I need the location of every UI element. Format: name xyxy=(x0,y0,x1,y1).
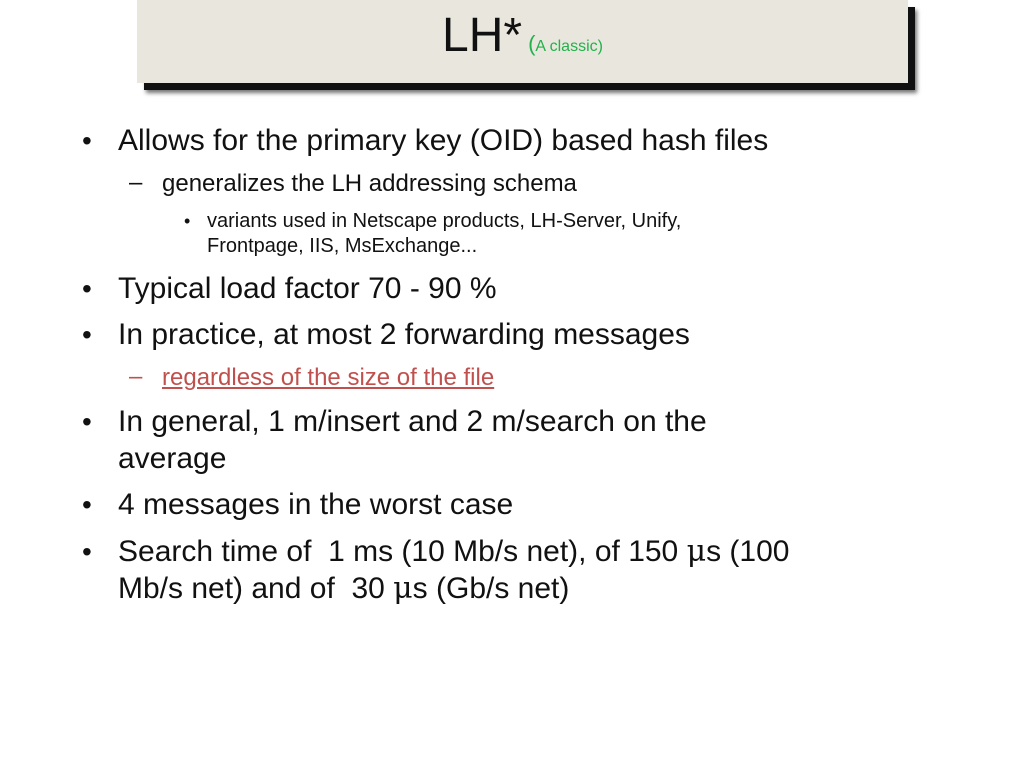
bullet-item xyxy=(82,270,497,307)
sub-bullet-item xyxy=(129,169,577,199)
bullet-marker: • xyxy=(82,406,92,437)
sub-sub-bullet-marker: • xyxy=(184,211,191,231)
sub-bullet-text: generalizes the LH addressing schema xyxy=(162,170,577,197)
bullet-item xyxy=(82,486,514,523)
sub-sub-bullet-text-line1: variants used in Netscape products, LH-Server, Unify, xyxy=(207,210,682,232)
bullet-text-line2: average xyxy=(118,442,227,475)
text-segment: s (100 xyxy=(706,535,790,568)
text-segment: s (Gb/s net) xyxy=(412,572,570,605)
bullet-marker: • xyxy=(82,125,92,156)
text-segment: Search time of 1 ms (10 Mb/s net), of 150 xyxy=(118,535,687,568)
bullet-item xyxy=(82,316,690,353)
title-text: LH* xyxy=(442,9,523,62)
sub-sub-bullet-item xyxy=(184,208,682,234)
bullet-text: Typical load factor 70 - 90 % xyxy=(118,272,497,305)
sub-sub-bullet-continuation xyxy=(207,233,477,259)
mu-symbol: μ xyxy=(686,534,707,569)
bullet-marker: • xyxy=(82,489,92,520)
bullet-item xyxy=(82,122,769,159)
subtitle-paren: ( xyxy=(528,31,536,56)
sub-bullet-item xyxy=(129,363,495,393)
bullet-text: Allows for the primary key (OID) based hash files xyxy=(118,124,769,157)
text-segment: Mb/s net) and of 30 xyxy=(118,572,394,605)
bullet-marker: • xyxy=(82,319,92,350)
bullet-item xyxy=(82,403,707,440)
bullet-text-line1 xyxy=(118,535,789,568)
bullet-continuation xyxy=(118,570,569,607)
subtitle-text: A classic) xyxy=(535,38,603,55)
sub-bullet-marker: – xyxy=(129,363,143,390)
mu-symbol: μ xyxy=(393,571,413,606)
bullet-continuation xyxy=(118,440,226,477)
bullet-text-line1: In general, 1 m/insert and 2 m/search on the xyxy=(118,405,707,438)
bullet-marker: • xyxy=(82,273,92,304)
bullet-marker: • xyxy=(82,536,92,567)
size-of-file-link[interactable]: regardless of the size of the file xyxy=(162,364,495,391)
bullet-text: In practice, at most 2 forwarding messages xyxy=(118,318,690,351)
bullet-text: 4 messages in the worst case xyxy=(118,488,514,521)
sub-bullet-marker: – xyxy=(129,169,143,196)
bullet-item xyxy=(82,533,790,570)
bullet-text-line2 xyxy=(118,572,569,605)
sub-sub-bullet-text-line2: Frontpage, IIS, MsExchange... xyxy=(207,235,478,257)
